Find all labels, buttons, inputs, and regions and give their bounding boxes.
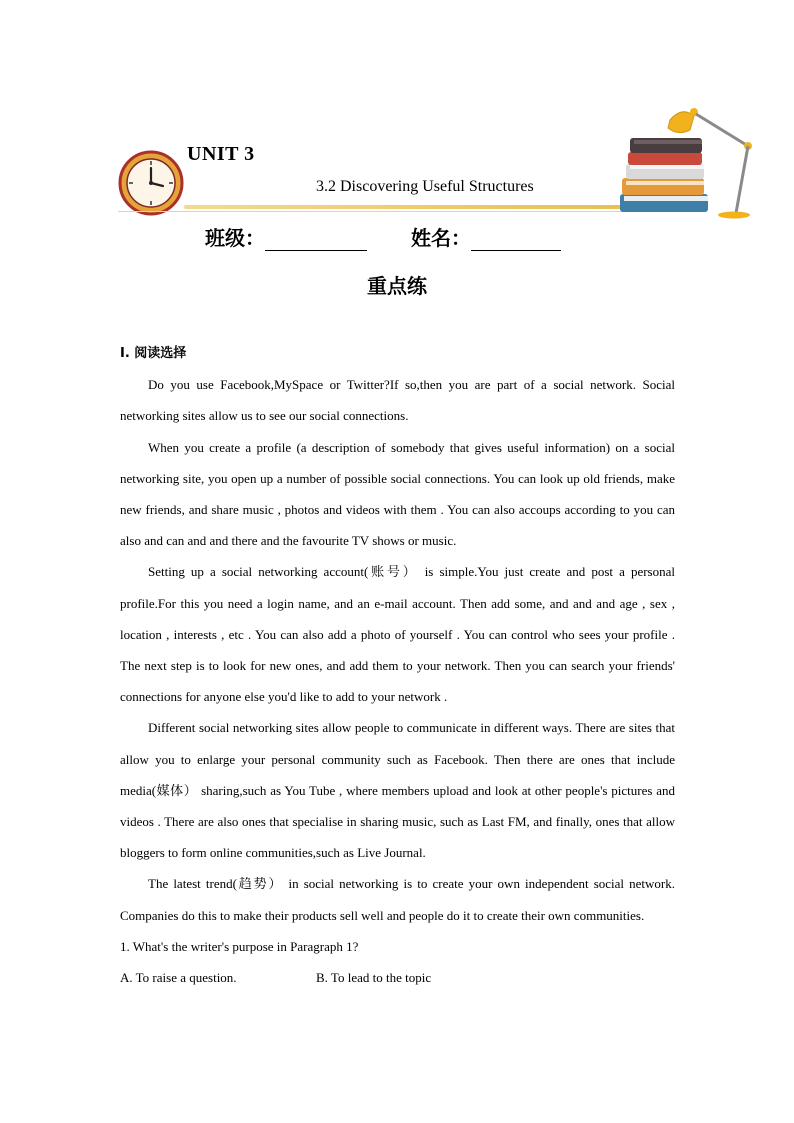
section-heading: I. 阅读选择 — [120, 346, 187, 361]
option-a[interactable]: A. To raise a question. — [120, 970, 237, 986]
name-field — [411, 222, 561, 251]
clock-icon — [118, 150, 184, 216]
name-label: 姓名： — [411, 226, 471, 250]
class-blank[interactable] — [265, 230, 367, 251]
class-field — [205, 222, 367, 251]
question-1: 1. What's the writer's purpose in Paragraph 1? — [120, 938, 359, 954]
header-divider-thin — [118, 211, 624, 212]
reading-section — [120, 338, 675, 993]
practice-title: 重点练 — [367, 274, 427, 298]
class-label: 班级： — [205, 226, 265, 250]
books-lamp-icon — [612, 98, 762, 223]
option-b[interactable]: B. To lead to the topic — [316, 970, 432, 986]
paragraph-5: The latest trend(趋势） in social networking is to create your own independent social network. Companies do this to make their products sell well and people do it to create their own communities. — [120, 876, 675, 923]
question-1-options — [120, 962, 675, 993]
paragraph-4: Different social networking sites allow people to communicate in different ways. There are sites that allow you to enlarge your personal community such as Facebook. Then there are ones that include media(媒体） sharing,such as You Tube , where members upload and look at other people's pictures and videos . There are also ones that specialise in sharing music, such as Last FM, and finally, ones that allow bloggers to form online communities,such as Live Journal. — [120, 720, 675, 861]
unit-title: UNIT 3 — [187, 143, 255, 165]
paragraph-1: Do you use Facebook,MySpace or Twitter?If so,then you are part of a social network. Social networking sites allow us to see our social connections. — [120, 377, 675, 424]
paragraph-3: Setting up a social networking account(账号） is simple.You just create and post a personal profile.For this you need a login name, and an e-mail account. Then add some, and and and age , sex , location , interests , etc . You can also add a photo of yourself . You can control who sees your profile . The next step is to look for new ones, and add them to your network. Then you can search your friends' connections for anyone else you'd like to add to your network . — [120, 564, 675, 705]
paragraph-2: When you create a profile (a description of somebody that gives useful information) on a social networking site, you open up a number of possible social connections. You can look up old friends, make new friends, and share music , photos and videos with them . You can also accoups according to you can also and can and and there and the favourite TV shows or music. — [120, 439, 675, 549]
header-divider — [184, 205, 624, 209]
lesson-title: 3.2 Discovering Useful Structures — [316, 178, 534, 195]
name-blank[interactable] — [471, 230, 561, 251]
